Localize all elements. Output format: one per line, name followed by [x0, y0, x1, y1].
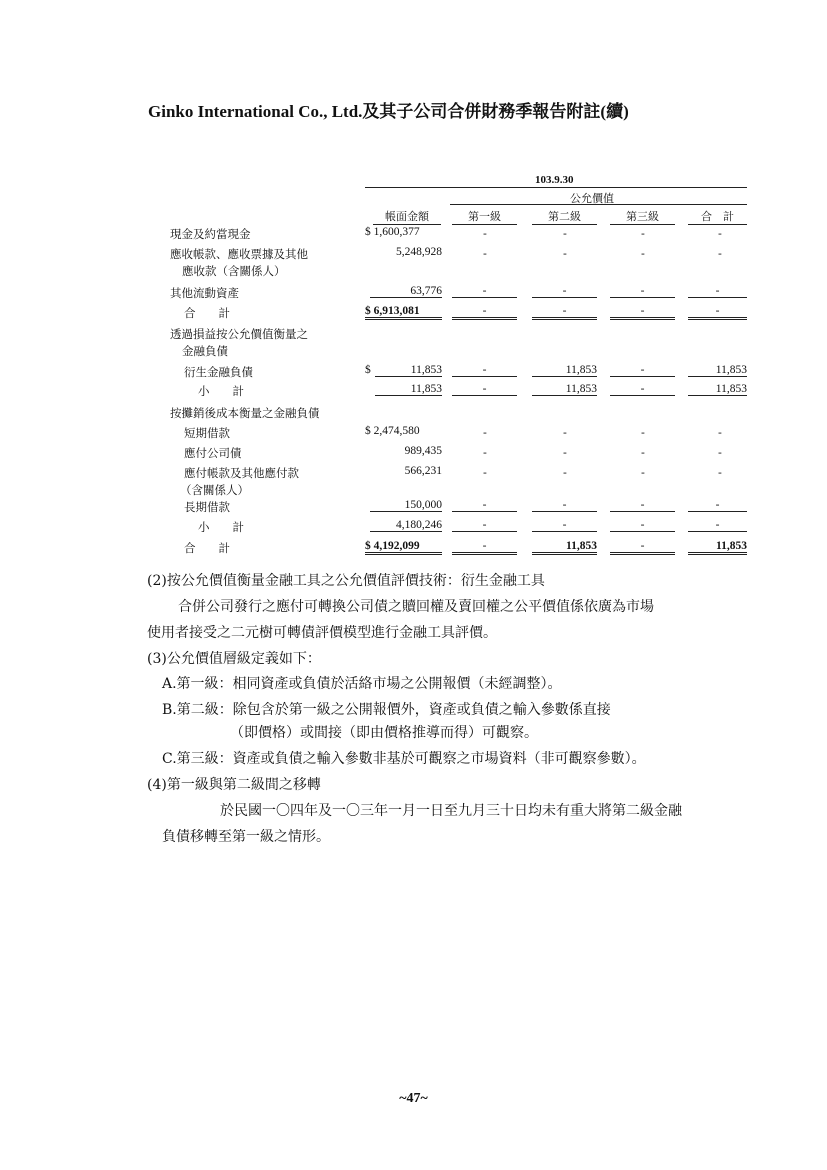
level3-value: -	[641, 246, 645, 260]
note-2-line2: 使用者接受之二元樹可轉債評價模型進行金融工具評價。	[147, 625, 497, 641]
level1-value: -	[452, 499, 517, 512]
row-label: 應收帳款、應收票據及其他	[170, 247, 308, 261]
level2-value: -	[532, 499, 597, 512]
level3-value: -	[610, 364, 675, 377]
row-label: 應付帳款及其他應付款	[184, 466, 299, 480]
row-label: 短期借款	[184, 426, 230, 440]
level3-value: -	[610, 383, 675, 396]
level2-value: -	[563, 465, 567, 479]
level1-value: -	[452, 285, 517, 298]
level2-value: 11,853	[532, 364, 597, 377]
row-label: 現金及約當現金	[170, 227, 251, 241]
dollar-sign: $	[365, 364, 371, 376]
note-3-b-line2: （即價格）或間接（即由價格推導而得）可觀察。	[230, 725, 538, 741]
section-label-cont: 金融負債	[182, 344, 228, 358]
col-header-level2: 第二級	[532, 208, 597, 225]
total-value: 11,853	[688, 383, 747, 396]
book-value: $ 4,192,099	[365, 540, 442, 555]
level3-value: -	[610, 499, 675, 512]
level1-value: -	[483, 445, 487, 459]
note-2-heading: (2)按公允價值衡量金融工具之公允價值評價技術：衍生金融工具	[147, 573, 545, 589]
total-value: 11,853	[688, 364, 747, 377]
section-label: 透過損益按公允價值衡量之	[170, 327, 308, 341]
level3-value: -	[610, 519, 675, 532]
row-label: 長期借款	[184, 500, 230, 514]
level1-value: -	[452, 383, 517, 396]
row-label: 合 計	[184, 306, 230, 320]
book-value: $ 6,913,081	[365, 305, 442, 320]
total-value: -	[688, 499, 747, 512]
page-number: ~47~	[399, 1091, 428, 1106]
total-value: -	[688, 305, 747, 320]
level2-value: 11,853	[532, 540, 597, 555]
book-value: 11,853	[375, 383, 442, 396]
book-value: $ 2,474,580	[365, 425, 420, 437]
level1-value: -	[483, 226, 487, 240]
level2-value: -	[532, 285, 597, 298]
note-3-c: C.第三級：資產或負債之輸入參數非基於可觀察之市場資料（非可觀察參數）。	[162, 751, 646, 767]
total-value: -	[718, 445, 722, 459]
row-label: 小 計	[198, 384, 244, 398]
note-3-a: A.第一級：相同資產或負債於活絡市場之公開報價（未經調整）。	[162, 676, 562, 692]
row-label-cont: 應收款（含關係人）	[182, 264, 286, 278]
level3-value: -	[641, 226, 645, 240]
note-3-b-line1: B.第二級：除包含於第一級之公開報價外，資產或負債之輸入參數係直接	[162, 702, 611, 718]
total-value: 11,853	[688, 540, 747, 555]
note-4-line2: 負債移轉至第一級之情形。	[162, 829, 330, 845]
level3-value: -	[641, 445, 645, 459]
note-4-heading: (4)第一級與第二級間之移轉	[147, 777, 321, 793]
col-header-level1: 第一級	[452, 208, 517, 225]
book-value: 63,776	[370, 285, 442, 298]
level2-value: -	[563, 226, 567, 240]
col-header-book: 帳面金額	[373, 208, 441, 225]
section-label: 按攤銷後成本衡量之金融負債	[170, 406, 320, 420]
level3-value: -	[610, 540, 675, 555]
row-label: 應付公司債	[184, 446, 242, 460]
total-value: -	[688, 285, 747, 298]
header-rule-top	[365, 187, 747, 188]
total-value: -	[718, 246, 722, 260]
row-label: 其他流動資產	[170, 286, 239, 300]
book-value: 5,248,928	[396, 246, 442, 258]
note-2-line1: 合併公司發行之應付可轉換公司債之贖回權及賣回權之公平價值係依廣為市場	[178, 599, 654, 615]
table-date-header: 103.9.30	[535, 174, 574, 186]
level2-value: 11,853	[532, 383, 597, 396]
level1-value: -	[483, 246, 487, 260]
total-value: -	[718, 226, 722, 240]
level1-value: -	[483, 465, 487, 479]
level2-value: -	[563, 246, 567, 260]
col-header-total: 合 計	[688, 208, 747, 225]
row-label: 小 計	[198, 520, 244, 534]
level1-value: -	[452, 364, 517, 377]
note-4-line1: 於民國一〇四年及一〇三年一月一日至九月三十日均未有重大將第二級金融	[220, 803, 682, 819]
level1-value: -	[452, 540, 517, 555]
header-rule-fairvalue	[450, 204, 747, 205]
level2-value: -	[532, 305, 597, 320]
level3-value: -	[610, 285, 675, 298]
book-value: 11,853	[375, 364, 442, 377]
total-value: -	[718, 425, 722, 439]
book-value: 4,180,246	[370, 519, 442, 532]
fair-value-header: 公允價值	[570, 192, 614, 205]
book-value: 150,000	[370, 499, 442, 512]
row-label: 合 計	[184, 541, 230, 555]
total-value: -	[718, 465, 722, 479]
level1-value: -	[452, 519, 517, 532]
total-value: -	[688, 519, 747, 532]
book-value: 989,435	[404, 445, 442, 457]
level2-value: -	[532, 519, 597, 532]
level3-value: -	[641, 425, 645, 439]
level1-value: -	[452, 305, 517, 320]
page-title: Ginko International Co., Ltd.及其子公司合併財務季報告附註(續)	[148, 102, 629, 121]
book-value: $ 1,600,377	[365, 226, 420, 238]
level3-value: -	[641, 465, 645, 479]
col-header-level3: 第三級	[610, 208, 675, 225]
row-label: 衍生金融負債	[184, 365, 253, 379]
level2-value: -	[563, 425, 567, 439]
note-3-heading: (3)公允價值層級定義如下：	[147, 651, 321, 667]
level3-value: -	[610, 305, 675, 320]
book-value: 566,231	[404, 465, 442, 477]
level1-value: -	[483, 425, 487, 439]
level2-value: -	[563, 445, 567, 459]
row-label-cont: （含關係人）	[180, 483, 249, 497]
